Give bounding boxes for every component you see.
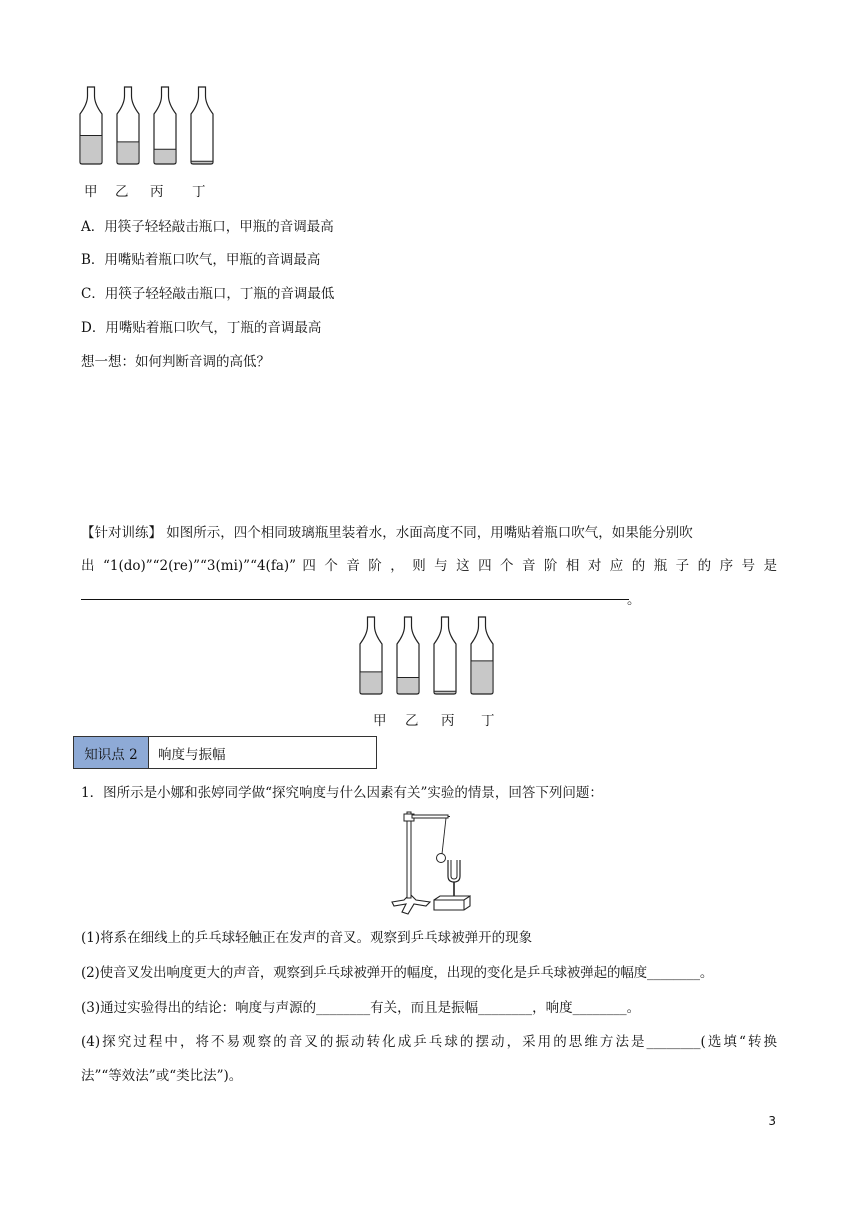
tuning-fork-apparatus-figure <box>386 806 474 918</box>
question-2-item-2: (2)使音叉发出响度更大的声音，观察到乒乓球被弹开的幅度，出现的变化是乒乓球被弹起的幅度________。 <box>81 965 714 981</box>
knowledge-point-title: 响度与振幅 <box>158 746 226 763</box>
think-prompt: 想一想：如何判断音调的高低？ <box>81 354 270 370</box>
training-end-mark: 。 <box>627 592 641 608</box>
bottle-outline <box>191 87 213 164</box>
bottle-label: 甲 <box>373 713 387 729</box>
bottle <box>360 617 382 694</box>
option-d: D．用嘴贴着瓶口吹气，丁瓶的音调最高 <box>81 320 322 336</box>
bottle <box>154 87 176 164</box>
question-2-item-3: (3)通过实验得出的结论：响度与声源的________有关，而且是振幅________，响度________。 <box>81 1000 641 1016</box>
bottle <box>80 87 102 164</box>
water-level <box>155 149 175 164</box>
bottle-label: 乙 <box>115 184 129 200</box>
water-level <box>398 677 418 694</box>
option-b: B．用嘴贴着瓶口吹气，甲瓶的音调最高 <box>81 252 321 268</box>
training-line-2: 出 “1(do)”“2(re)”“3(mi)”“4(fa)” 四 个 音 阶 ， 则 与 这 四 个 音 阶 相 对 应 的 瓶 子 的 序 号 是 <box>81 558 777 574</box>
question-2-item-1: (1)将系在细线上的乒乓球轻触正在发声的音叉。观察到乒乓球被弹开的现象 <box>81 930 533 946</box>
bottle <box>397 617 419 694</box>
question-2-item-4-cont: 法”“等效法”或“类比法”)。 <box>81 1068 243 1084</box>
bottle-label: 丙 <box>150 184 164 200</box>
water-level <box>361 672 381 694</box>
bottles-figure-middle <box>358 614 508 700</box>
knowledge-point-box <box>73 736 377 769</box>
question-2-item-4: (4)探究过程中，将不易观察的音叉的振动转化成乒乓球的摆动，采用的思维方法是________(选填“转换 <box>81 1034 777 1050</box>
answer-blank-line <box>81 599 629 600</box>
bottle <box>191 87 213 164</box>
training-line-1: 【针对训练】 如图所示，四个相同玻璃瓶里装着水，水面高度不同，用嘴贴着瓶口吹气，如果能分别吹 <box>81 525 693 541</box>
bottle-outline <box>434 617 456 694</box>
water-level <box>472 661 492 694</box>
bottle <box>117 87 139 164</box>
option-c: C．用筷子轻轻敲击瓶口，丁瓶的音调最低 <box>81 286 335 302</box>
page-number: 3 <box>768 1114 776 1128</box>
bottle-label: 丁 <box>481 713 495 729</box>
bottle-label: 乙 <box>405 713 419 729</box>
bottle-label: 丙 <box>441 713 455 729</box>
bottle <box>434 617 456 694</box>
knowledge-point-tag: 知识点 2 <box>74 737 149 768</box>
water-level <box>81 135 101 164</box>
bottle-label: 甲 <box>84 184 98 200</box>
bottles-figure-top <box>78 84 228 170</box>
question-2-stem: 1．图所示是小娜和张婷同学做“探究响度与什么因素有关”实验的情景，回答下列问题： <box>81 785 603 801</box>
option-a: A．用筷子轻轻敲击瓶口，甲瓶的音调最高 <box>81 219 334 235</box>
bottle-label: 丁 <box>192 184 206 200</box>
water-level <box>118 142 138 164</box>
bottle <box>471 617 493 694</box>
